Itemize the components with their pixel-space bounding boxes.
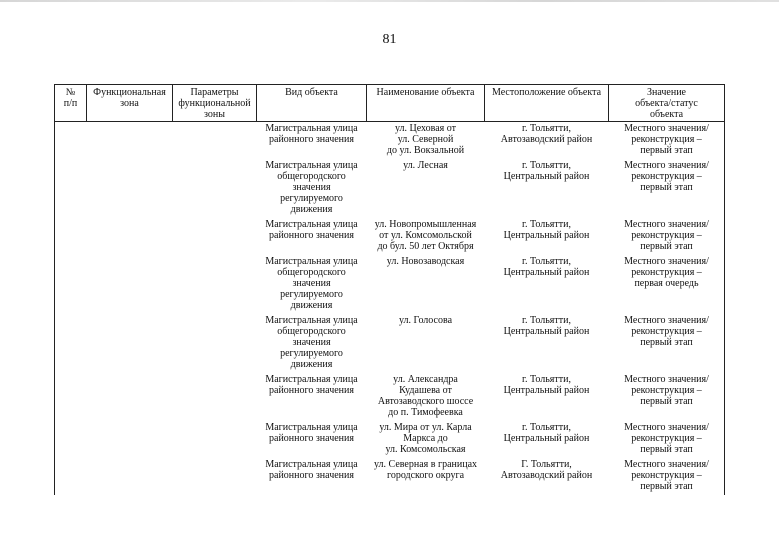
cell-text-line: ул. Цеховая от [394, 123, 457, 134]
cell-zone-parameters [173, 421, 257, 458]
cell-text-line: Местного значения/ [624, 256, 709, 267]
cell-object-name [367, 218, 485, 255]
cell-functional-zone [87, 159, 173, 218]
cell-text-line: реконструкция – [631, 267, 702, 278]
table-row [55, 255, 725, 314]
cell-zone-parameters [173, 314, 257, 373]
header-object-name [367, 85, 485, 122]
cell-text-line: Центральный район [503, 433, 590, 444]
cell-text-line: первый этап [640, 481, 693, 492]
cell-number [55, 373, 87, 421]
cell-text-line: до п. Тимофеевка [388, 407, 463, 418]
header-text-line: функциональной [178, 98, 251, 109]
cell-object-status [609, 255, 725, 314]
cell-text-line: движения [290, 204, 333, 215]
cell-text-line: значения [292, 337, 331, 348]
cell-text-line: Магистральная улица [265, 374, 358, 385]
cell-object-type [257, 458, 367, 495]
cell-text-line: районного значения [269, 433, 354, 444]
cell-text-line: от ул. Комсомольской [379, 230, 472, 241]
cell-zone-parameters [173, 373, 257, 421]
cell-text-line: общегородского [277, 267, 346, 278]
cell-text-line: Местного значения/ [624, 123, 709, 134]
objects-table [54, 84, 725, 495]
cell-text-line: Автозаводского шоссе [377, 396, 474, 407]
header-zone-parameters [173, 85, 257, 122]
cell-object-name [367, 421, 485, 458]
cell-object-location [485, 255, 609, 314]
cell-text-line: Местного значения/ [624, 160, 709, 171]
cell-text-line: ул. Северная в границах [373, 459, 478, 470]
cell-text-line: Кудашева от [399, 385, 452, 396]
cell-functional-zone [87, 122, 173, 160]
cell-text-line: ул. Мира от ул. Карла [379, 422, 472, 433]
cell-text-line: движения [290, 300, 333, 311]
cell-number [55, 218, 87, 255]
cell-text-line: Местного значения/ [624, 374, 709, 385]
cell-functional-zone [87, 314, 173, 373]
cell-text-line: районного значения [269, 230, 354, 241]
cell-object-type [257, 421, 367, 458]
cell-text-line: реконструкция – [631, 433, 702, 444]
cell-object-name [367, 122, 485, 160]
cell-object-status [609, 314, 725, 373]
cell-text-line: значения [292, 278, 331, 289]
cell-text-line: регулируемого [280, 289, 343, 300]
cell-text-line: Местного значения/ [624, 315, 709, 326]
cell-text-line: до бул. 50 лет Октября [377, 241, 474, 252]
table-row [55, 421, 725, 458]
cell-text-line: реконструкция – [631, 385, 702, 396]
cell-object-location [485, 373, 609, 421]
header-object-location [485, 85, 609, 122]
cell-object-name [367, 255, 485, 314]
cell-functional-zone [87, 458, 173, 495]
cell-zone-parameters [173, 458, 257, 495]
table-row [55, 373, 725, 421]
cell-object-status [609, 373, 725, 421]
cell-text-line: реконструкция – [631, 230, 702, 241]
header-text-line: Параметры [190, 87, 239, 98]
table-header-row [55, 85, 725, 122]
cell-text-line: ул. Голосова [398, 315, 453, 326]
cell-text-line: Местного значения/ [624, 219, 709, 230]
header-text-line: Наименование объекта [376, 87, 475, 98]
header-text-line: № [65, 87, 76, 98]
cell-object-status [609, 218, 725, 255]
cell-text-line: Местного значения/ [624, 459, 709, 470]
cell-zone-parameters [173, 122, 257, 160]
cell-object-location [485, 159, 609, 218]
header-object-status [609, 85, 725, 122]
cell-text-line: ул. Лесная [403, 160, 448, 171]
header-object-type [257, 85, 367, 122]
cell-number [55, 314, 87, 373]
cell-object-type [257, 373, 367, 421]
cell-text-line: реконструкция – [631, 134, 702, 145]
cell-text-line: городского округа [386, 470, 465, 481]
cell-number [55, 458, 87, 495]
cell-text-line: районного значения [269, 134, 354, 145]
cell-text-line: первая очередь [634, 278, 699, 289]
cell-text-line: ул. Новопромышленная [374, 219, 477, 230]
cell-text-line: движения [290, 359, 333, 370]
cell-object-name [367, 458, 485, 495]
cell-text-line: ул. Новозаводская [386, 256, 465, 267]
cell-object-location [485, 458, 609, 495]
cell-text-line: реконструкция – [631, 326, 702, 337]
cell-object-type [257, 314, 367, 373]
cell-text-line: г. Тольятти, [522, 219, 571, 230]
cell-object-name [367, 314, 485, 373]
header-number [55, 85, 87, 122]
cell-text-line: первый этап [640, 444, 693, 455]
header-functional-zone [87, 85, 173, 122]
cell-functional-zone [87, 421, 173, 458]
cell-functional-zone [87, 255, 173, 314]
cell-text-line: Магистральная улица [265, 123, 358, 134]
cell-zone-parameters [173, 255, 257, 314]
scan-top-edge [0, 0, 779, 2]
cell-text-line: общегородского [277, 171, 346, 182]
table-row [55, 458, 725, 495]
cell-object-name [367, 159, 485, 218]
cell-text-line: первый этап [640, 182, 693, 193]
cell-object-status [609, 458, 725, 495]
cell-text-line: до ул. Вокзальной [386, 145, 465, 156]
header-text-line: Местоположение объекта [491, 87, 602, 98]
cell-text-line: Магистральная улица [265, 315, 358, 326]
cell-text-line: г. Тольятти, [522, 315, 571, 326]
cell-text-line: Автозаводский район [500, 470, 593, 481]
cell-number [55, 421, 87, 458]
table-row [55, 218, 725, 255]
cell-text-line: районного значения [269, 385, 354, 396]
cell-text-line: Магистральная улица [265, 219, 358, 230]
cell-text-line: Местного значения/ [624, 422, 709, 433]
header-text-line: зона [120, 98, 139, 109]
page-number: 81 [382, 32, 397, 47]
cell-zone-parameters [173, 159, 257, 218]
header-text-line: Вид объекта [285, 87, 338, 98]
cell-object-location [485, 314, 609, 373]
cell-object-status [609, 421, 725, 458]
cell-text-line: ул. Александра [393, 374, 458, 385]
cell-object-name [367, 373, 485, 421]
header-text-line: Функциональная [93, 87, 166, 98]
cell-object-type [257, 122, 367, 160]
cell-text-line: Центральный район [503, 171, 590, 182]
cell-functional-zone [87, 373, 173, 421]
cell-text-line: регулируемого [280, 193, 343, 204]
cell-object-status [609, 122, 725, 160]
cell-text-line: Автозаводский район [500, 134, 593, 145]
cell-text-line: значения [292, 182, 331, 193]
cell-object-location [485, 421, 609, 458]
header-text-line: зоны [204, 109, 225, 120]
cell-object-location [485, 218, 609, 255]
header-text-line: объекта/статус [635, 98, 698, 109]
cell-text-line: регулируемого [280, 348, 343, 359]
cell-object-type [257, 159, 367, 218]
table-row [55, 159, 725, 218]
table-body [55, 122, 725, 496]
table-row [55, 314, 725, 373]
cell-text-line: г. Тольятти, [522, 160, 571, 171]
cell-number [55, 122, 87, 160]
cell-text-line: Магистральная улица [265, 160, 358, 171]
cell-object-type [257, 218, 367, 255]
cell-zone-parameters [173, 218, 257, 255]
cell-text-line: Центральный район [503, 230, 590, 241]
cell-text-line: г. Тольятти, [522, 374, 571, 385]
cell-text-line: г. Тольятти, [522, 422, 571, 433]
cell-text-line: Центральный район [503, 385, 590, 396]
cell-number [55, 255, 87, 314]
cell-text-line: Магистральная улица [265, 422, 358, 433]
table-row [55, 122, 725, 160]
cell-text-line: первый этап [640, 241, 693, 252]
cell-text-line: районного значения [269, 470, 354, 481]
cell-text-line: г. Тольятти, [522, 256, 571, 267]
cell-text-line: первый этап [640, 145, 693, 156]
cell-text-line: Центральный район [503, 326, 590, 337]
cell-object-status [609, 159, 725, 218]
cell-text-line: Магистральная улица [265, 256, 358, 267]
header-text-line: объекта [649, 109, 684, 120]
cell-text-line: ул. Северной [397, 134, 454, 145]
cell-number [55, 159, 87, 218]
cell-text-line: реконструкция – [631, 171, 702, 182]
cell-text-line: г. Тольятти, [522, 123, 571, 134]
cell-object-type [257, 255, 367, 314]
cell-text-line: Маркса до [403, 433, 448, 444]
cell-text-line: ул. Комсомольская [385, 444, 466, 455]
cell-text-line: реконструкция – [631, 470, 702, 481]
cell-text-line: Магистральная улица [265, 459, 358, 470]
cell-functional-zone [87, 218, 173, 255]
cell-text-line: Г. Тольятти, [521, 459, 572, 470]
cell-text-line: первый этап [640, 396, 693, 407]
header-text-line: п/п [63, 98, 78, 109]
cell-text-line: Центральный район [503, 267, 590, 278]
cell-object-location [485, 122, 609, 160]
header-text-line: Значение [646, 87, 686, 98]
cell-text-line: общегородского [277, 326, 346, 337]
cell-text-line: первый этап [640, 337, 693, 348]
